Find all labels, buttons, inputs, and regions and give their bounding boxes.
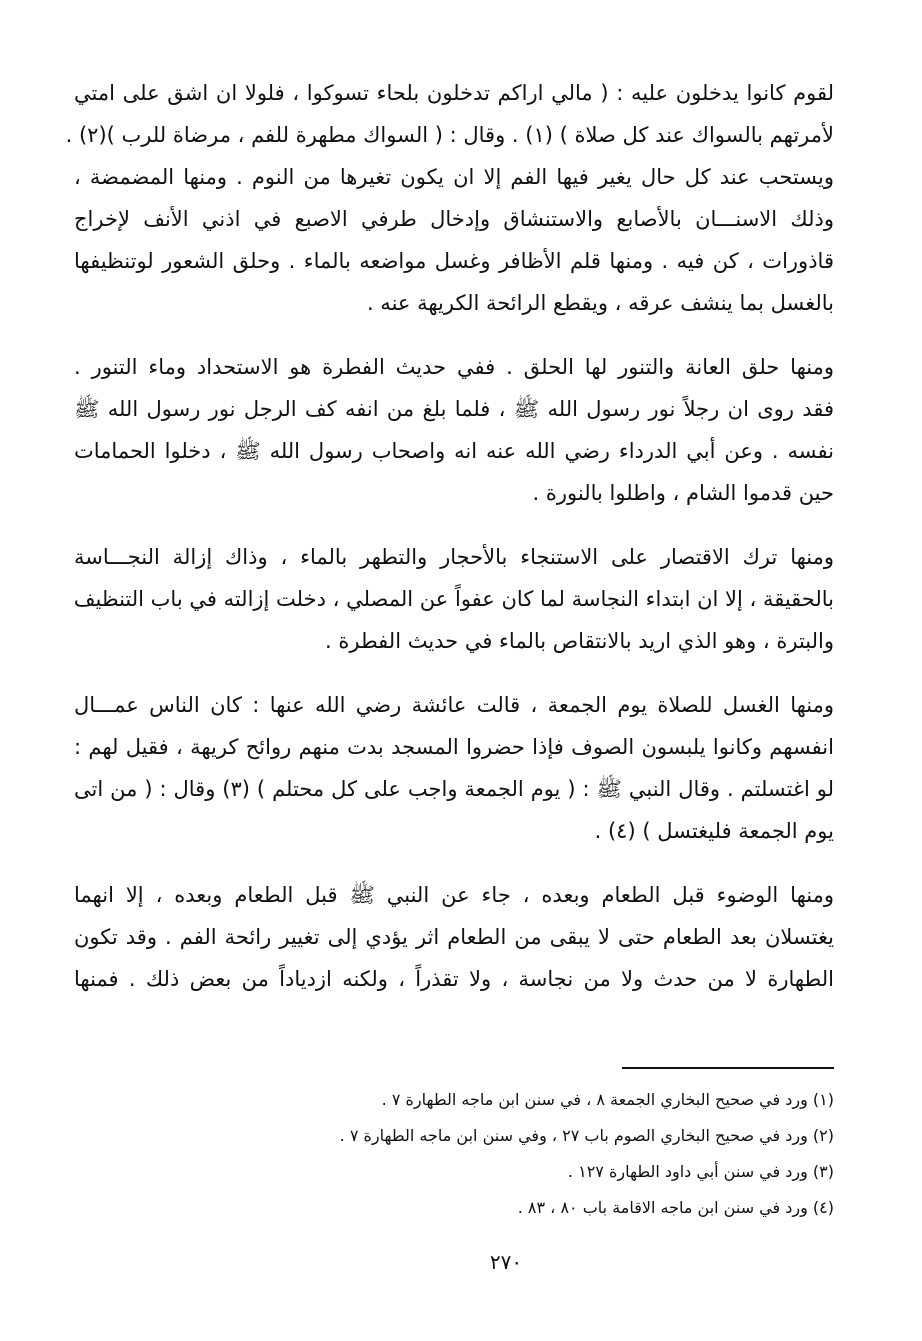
text-line: وذلك الاسنـــان بالأصابع والاستنشاق وإدخال طرفي الاصبع في اذني الأنف لإخراج	[74, 207, 834, 231]
text-line: يغتسلان بعد الطعام حتى لا يبقى من الطعام اثر يؤدي إلى تغيير رائحة الفم . وقد تكون	[74, 925, 834, 949]
text-line: لأمرتهم بالسواك عند كل صلاة ) (١) . وقال : ( السواك مطهرة للفم ، مرضاة للرب )(٢) .	[65, 123, 834, 147]
text-line: والبترة ، وهو الذي اريد بالانتقاص بالماء في حديث الفطرة .	[325, 629, 834, 653]
page-number-value: ٢٧٠	[489, 1250, 523, 1274]
text-line: ومنها الغسل للصلاة يوم الجمعة ، قالت عائشة رضي الله عنها : كان الناس عمـــال	[74, 693, 834, 717]
paragraph-tanawwur	[74, 346, 834, 514]
paragraph-istinja	[74, 536, 834, 662]
footnotes	[134, 1082, 834, 1226]
text-line: لقوم كانوا يدخلون عليه : ( مالي اراكم تدخلون بلحاء تسوكوا ، فلولا ان اشق على امتي	[74, 81, 834, 105]
footnote: (٣) ورد في سنن أبي داود الطهارة ١٢٧ .	[567, 1162, 834, 1181]
text-line: نفسه . وعن أبي الدرداء رضي الله عنه انه واصحاب رسول الله ﷺ ، دخلوا الحمامات	[74, 439, 834, 463]
text-line: ومنها الوضوء قبل الطعام وبعده ، جاء عن النبي ﷺ قبل الطعام وبعده ، إلا انهما	[74, 883, 834, 907]
text-line: بالحقيقة ، إلا ان ابتداء النجاسة لما كان عفواً عن المصلي ، دخلت إزالته في باب التنظيف	[73, 587, 834, 611]
text-line: ويستحب عند كل حال يغير فيها الفم إلا ان يكون تغيرها من النوم . ومنها المضمضة ،	[74, 165, 834, 189]
page-number	[0, 1247, 922, 1277]
paragraph-siwak	[65, 72, 834, 324]
text-line: قاذورات ، كن فيه . ومنها قلم الأظافر وغسل مواضعه بالماء . وحلق الشعور لوتنظيفها	[74, 249, 834, 273]
text-line: لو اغتسلتم . وقال النبي ﷺ : ( يوم الجمعة واجب على كل محتلم ) (٣) وقال : ( من اتى	[74, 777, 834, 801]
text-line: انفسهم وكانوا يلبسون الصوف فإذا حضروا المسجد بدت منهم روائح كريهة ، فقيل لهم :	[74, 735, 834, 759]
text-line: الطهارة لا من حدث ولا من نجاسة ، ولا تقذراً ، ولكنه ازدياداً من بعض ذلك . فمنها	[74, 967, 834, 991]
footnote: (٢) ورد في صحيح البخاري الصوم باب ٢٧ ، وفي سنن ابن ماجه الطهارة ٧ .	[339, 1126, 834, 1145]
text-line: فقد روى ان رجلاً نور رسول الله ﷺ ، فلما بلغ من انفه كف الرجل نور رسول الله ﷺ	[74, 397, 834, 421]
body-text	[65, 72, 834, 1000]
paragraph-wudu-taam	[74, 874, 834, 1000]
text-line: ومنها ترك الاقتصار على الاستنجاء بالأحجار والتطهر بالماء ، وذاك إزالة النجـــاسة	[74, 545, 834, 569]
footnote: (١) ورد في صحيح البخاري الجمعة ٨ ، في سنن ابن ماجه الطهارة ٧ .	[381, 1090, 834, 1109]
text-line: يوم الجمعة فليغتسل ) (٤) .	[594, 819, 834, 843]
footnote-divider	[622, 1067, 834, 1069]
footnote: (٤) ورد في سنن ابن ماجه الاقامة باب ٨٠ ، ٨٣ .	[517, 1198, 834, 1217]
text-line: ومنها حلق العانة والتنور لها الحلق . ففي حديث الفطرة هو الاستحداد وماء التنور .	[74, 355, 834, 379]
text-line: حين قدموا الشام ، واطلوا بالنورة .	[532, 481, 834, 505]
text-line: بالغسل بما ينشف عرقه ، ويقطع الرائحة الكريهة عنه .	[366, 291, 834, 315]
paragraph-ghusl-jumua	[74, 684, 834, 852]
